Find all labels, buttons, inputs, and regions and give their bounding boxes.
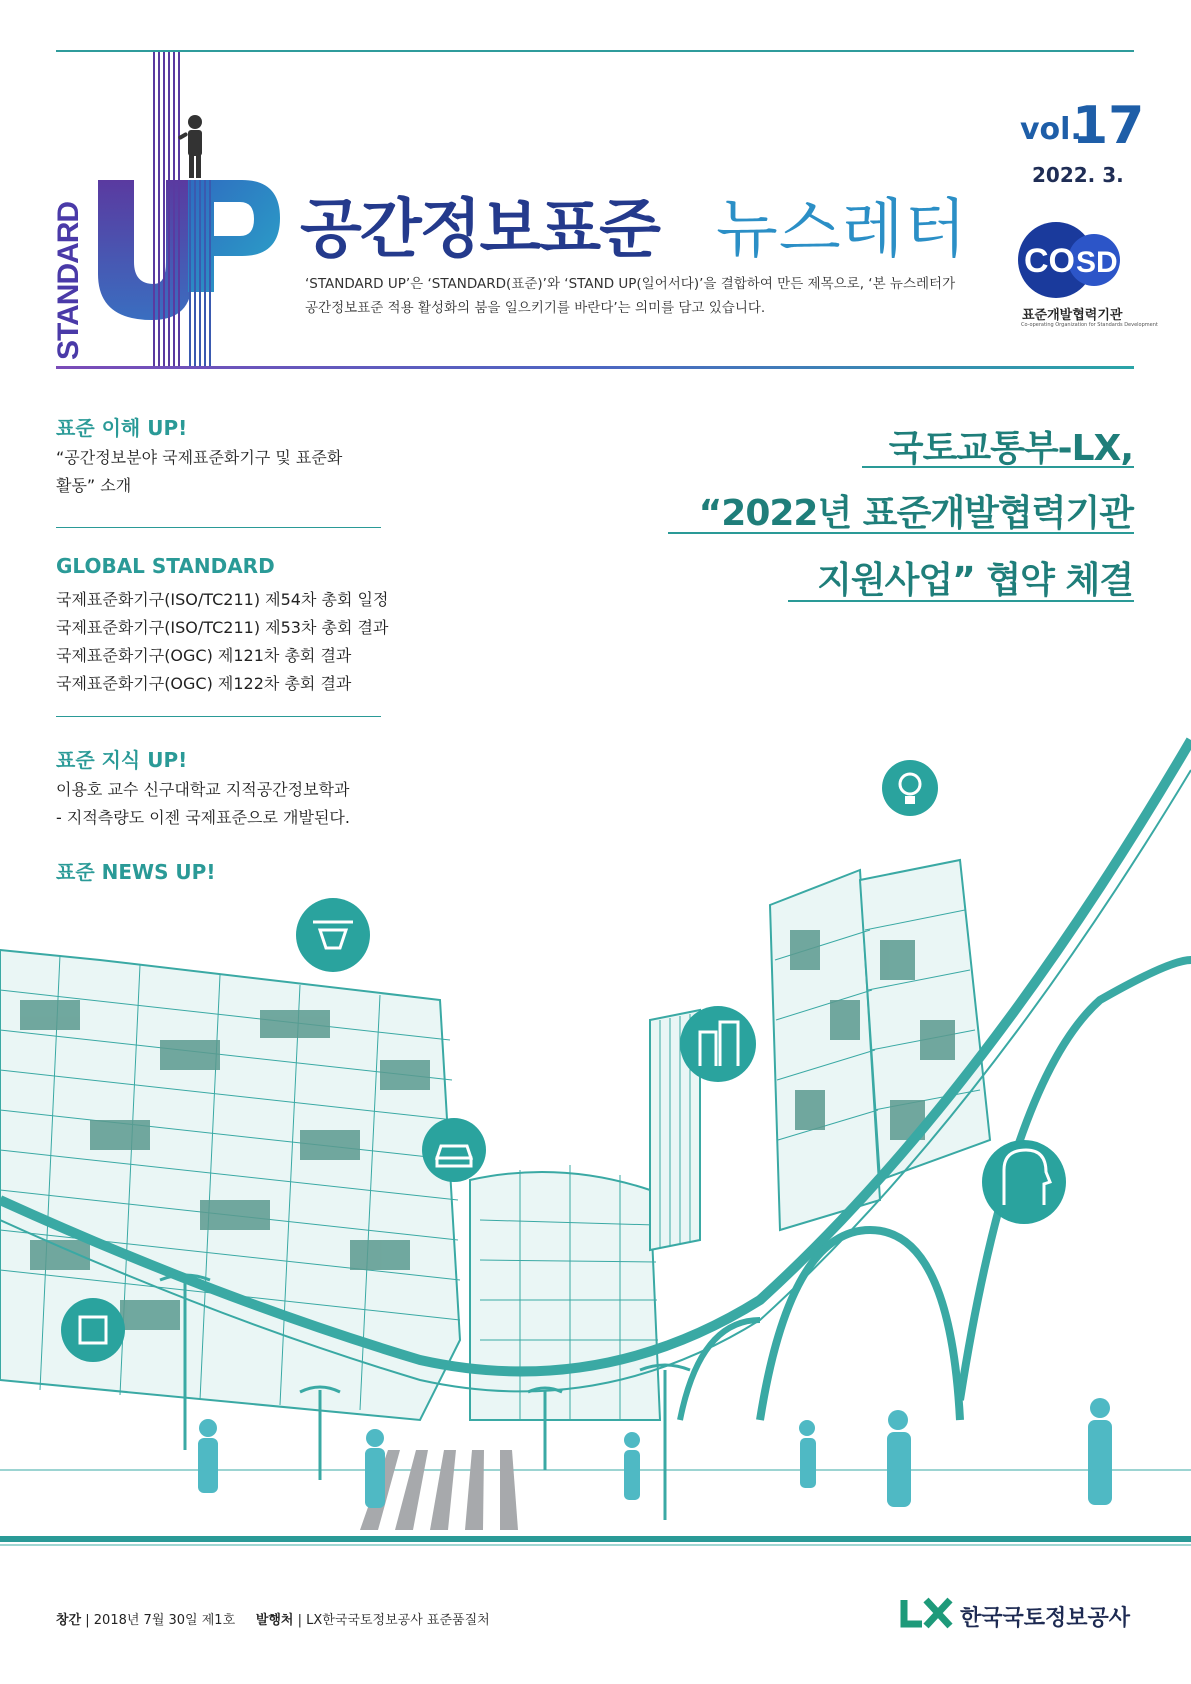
toc-section-title[interactable]: 표준 이해 UP!: [56, 416, 188, 440]
smart-car-icon: [422, 1118, 486, 1182]
svg-text:LX: LX: [900, 1596, 902, 1597]
toc-divider: [56, 527, 381, 528]
toc-list-item: 국제표준화기구(OGC) 제122차 총회 결과: [56, 674, 352, 693]
newsletter-title-sub: 뉴스레터: [716, 193, 968, 267]
intro-text: [305, 272, 995, 320]
chip-icon: [61, 1298, 125, 1362]
separator: |: [85, 1613, 94, 1628]
drone-icon: [296, 898, 370, 972]
publisher-label: 발행처: [255, 1613, 294, 1628]
publication-info: [56, 1609, 490, 1628]
toc-section-body: “공간정보분야 국제표준화기구 및 표준화 활동” 소개: [56, 448, 343, 495]
headline-line-1: 국토교통부-LX,: [888, 428, 1133, 469]
svg-text:SD: SD: [1076, 246, 1118, 279]
standard-vertical-label: STANDARD: [52, 201, 85, 360]
svg-text:CO: CO: [1024, 242, 1075, 280]
volume-number: 17: [1072, 96, 1145, 156]
toc-list-item: 국제표준화기구(ISO/TC211) 제54차 총회 일정: [56, 590, 389, 609]
volume-label: vol.: [1020, 112, 1082, 147]
footer-band: [0, 1536, 1191, 1542]
headline-line-2: “2022년 표준개발협력기관: [698, 493, 1133, 534]
publisher-text: LX한국국토정보공사 표준품질처: [306, 1613, 490, 1628]
founded-label: 창간: [56, 1613, 82, 1628]
lx-company-name: 한국국토정보공사: [960, 1606, 1131, 1631]
newsletter-title-main: 공간정보표준: [300, 193, 659, 267]
intro-line-2: 공간정보표준 적용 활성화의 붐을 일으키기를 바란다’는 의미를 담고 있습니다.: [305, 300, 766, 316]
issue-date: 2022. 3.: [1032, 163, 1124, 187]
headline-underline: [788, 600, 1134, 602]
toc-list-item: 국제표준화기구(ISO/TC211) 제53차 총회 결과: [56, 618, 389, 637]
headline-line-3: 지원사업” 협약 체결: [817, 560, 1133, 601]
cosd-name: 표준개발협력기관: [1022, 308, 1123, 323]
lx-logo: [900, 1596, 956, 1630]
toc-section-list: [56, 586, 388, 698]
toc-section-body: 이용호 교수 신구대학교 지적공간정보학과 - 지적측량도 이젠 국제표준으로 개발된다.: [56, 780, 350, 827]
toc-section-title[interactable]: 표준 NEWS UP!: [56, 860, 216, 884]
toc-list-item: 국제표준화기구(OGC) 제121차 총회 결과: [56, 646, 352, 665]
separator: |: [297, 1613, 307, 1628]
standard-vertical-text: [48, 188, 88, 363]
cosd-english-name: Co-operating Organization for Standards Development: [1021, 322, 1158, 328]
footer-band-thin: [0, 1544, 1191, 1546]
headline-underline: [668, 532, 1134, 534]
cosd-logo: [1016, 220, 1128, 302]
masthead-gradient-rule: [56, 366, 1134, 369]
headline-underline: [862, 466, 1134, 468]
toc-section-title[interactable]: 표준 지식 UP!: [56, 748, 188, 772]
ai-head-icon: [982, 1140, 1066, 1224]
person-figure: [178, 115, 202, 178]
toc-section-title[interactable]: GLOBAL STANDARD: [56, 554, 275, 578]
standard-up-logo: [92, 52, 292, 368]
lightbulb-icon: [882, 760, 938, 816]
smart-building-icon: [680, 1006, 756, 1082]
intro-line-1: ‘STANDARD UP’은 ‘STANDARD(표준)’와 ‘STAND UP(일어서다)’을 결합하여 만든 제목으로, ‘본 뉴스레터가: [305, 276, 956, 292]
founded-text: 2018년 7월 30일 제1호: [93, 1613, 236, 1628]
smart-city-illustration: [0, 715, 1191, 1535]
